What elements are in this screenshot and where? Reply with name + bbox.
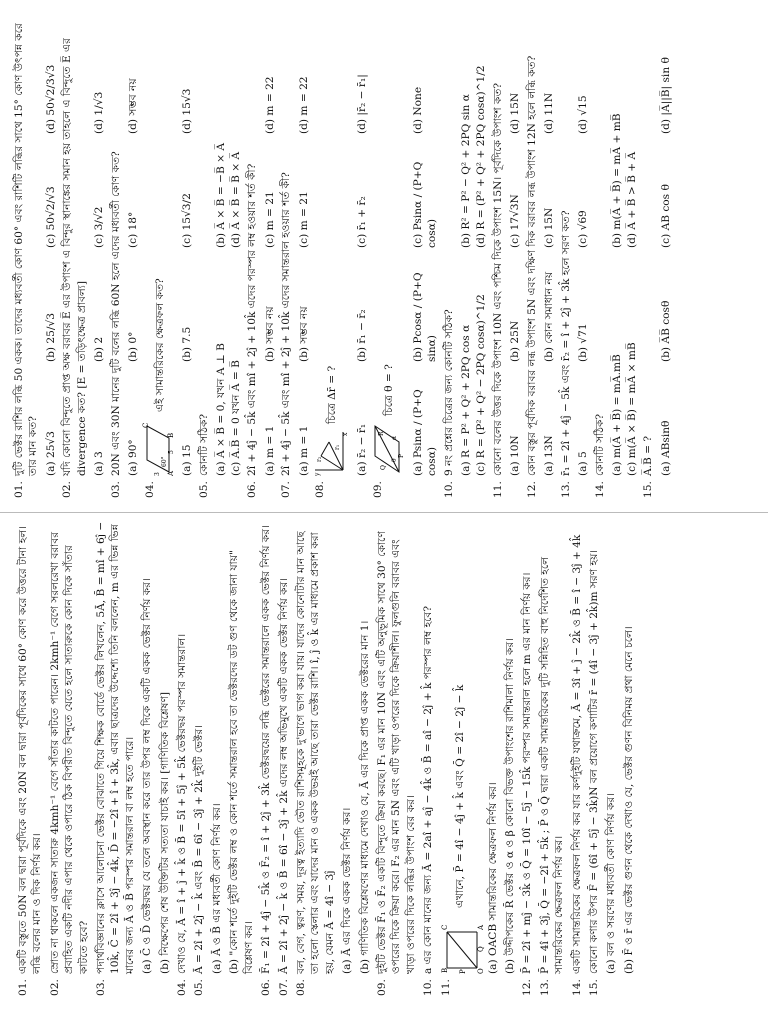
- sub-question: [158, 521, 172, 996]
- question-number: 02.: [61, 481, 74, 498]
- question-text: একটি সামান্তরিকের ক্ষেত্রফল নির্ণয় কর যার কর্ণদুইটি যথাক্রমে, Ā = 3î + ĵ − 2k̂ ও B̄ = î − 3ĵ + 4k̂: [570, 534, 583, 974]
- option-a[interactable]: (a) 10N: [509, 435, 521, 476]
- mcq-stem: [442, 20, 456, 498]
- option-c[interactable]: (c) m(A̅ × B̅) = mA̅ × mB̅: [625, 342, 638, 476]
- question-item: [294, 521, 337, 996]
- mcq-q10: [442, 20, 489, 498]
- options: [92, 20, 107, 498]
- question-text: a এর কোন মানের জন্য Ā = 2aî + aĵ − 4k̂ ও B̄ = aî − 2ĵ + k̂ পরস্পর লম্ব হবে?: [422, 606, 435, 974]
- option-d[interactable]: (d) 1/√3: [93, 91, 106, 134]
- side-length-5: 5: [167, 450, 175, 454]
- question-text: [143, 20, 177, 476]
- sub-question: [340, 521, 354, 996]
- diagonal-oc: [447, 932, 477, 968]
- mcq-stem: [279, 20, 293, 498]
- stem-text: চিত্রে θ = ?: [383, 364, 396, 416]
- question-item: [192, 521, 206, 996]
- question-item: [570, 521, 584, 996]
- option-b[interactable]: (b) m(A̅ + B̅) = mA̅ + mB̅: [611, 113, 623, 248]
- option-c[interactable]: (c) 50√2/√3: [44, 186, 57, 248]
- option-d[interactable]: (d) |r̄₂ − r̄₁|: [355, 74, 368, 134]
- stem-text: A̅.B̅ = ?: [642, 435, 655, 476]
- label-a: A: [166, 470, 175, 476]
- question-text: [109, 20, 123, 476]
- mcq-q03: [109, 20, 141, 498]
- option-d[interactable]: (d) √15: [577, 95, 589, 134]
- question-number: [340, 974, 354, 996]
- option-a[interactable]: (a) 3: [93, 451, 106, 476]
- option-d[interactable]: (d) সম্ভব নয়: [127, 78, 140, 134]
- option-a[interactable]: (a) 25√3: [44, 431, 57, 476]
- option-c[interactable]: (c) √69: [577, 210, 589, 248]
- question-text: (b) F̄ ও r̄ এর ভেক্টর গুণন থেকে দেখাও যে, ভেক্টর গুণন বিনিময় প্রথা মেনে চলে।: [622, 626, 635, 974]
- stem-text: এই সামান্তরিকের ক্ষেত্রফল কত?: [153, 278, 166, 412]
- question-number: 11.: [491, 481, 504, 498]
- options: [355, 20, 370, 498]
- stem-text: r̄₁ = 2î + 4ĵ − 5k̂ এবং r̄₂ = î + 2ĵ + 3k̂ হলে সরণ কত?: [559, 210, 572, 476]
- label-a: A: [476, 924, 485, 930]
- question-number: [358, 974, 372, 996]
- option-b[interactable]: (b) √71: [577, 323, 589, 362]
- question-text: P̄ = 4î + 3ĵ, Q̄ = −2î + 5k̂ ; P̄ ও Q̄ দ্বারা একটি সামান্তরিকের দুটি সন্নিহিত বাহু নির্দেশিত হলে সামান্তরিকের ক্ষেত্রফল নির্ণয় কর।: [538, 557, 566, 974]
- mcq-q08: [313, 20, 369, 498]
- sub-question: [227, 521, 256, 996]
- mcq-stem: [371, 20, 407, 498]
- sub-question: [604, 521, 618, 996]
- side-length-3: 3: [153, 472, 161, 476]
- question-item: [520, 521, 534, 996]
- stem-text: কোন বস্তুর পূর্বদিক বরাবর লব্ধ উপাংশ 5N এবং দক্ষিণ দিক বরাবর লব্ধ উপাংশ 12N হলে লব্ধি কত?: [525, 55, 538, 476]
- mcq-q13: [559, 20, 591, 498]
- question-text: [491, 20, 505, 476]
- question-number: [604, 974, 618, 996]
- question-number: 03.: [109, 481, 122, 498]
- question-figure: [313, 430, 351, 476]
- label-p: P: [398, 453, 406, 458]
- question-text: (b) উদ্দীপকের R̄ ভেক্টর ও α ও β কোনো বিভক্ত উপাংশের রাশিমালা নির্ণয় কর।: [503, 637, 516, 974]
- angle-label: 60°: [160, 456, 168, 467]
- question-text: [641, 20, 655, 476]
- option-c[interactable]: (c) m = 21: [263, 191, 276, 248]
- stem-text: 2î + 4ĵ − 5k̂ এবং mî + 2ĵ + 10k̂ এদের সমান্তরাল হওয়ার শর্ত কী?: [280, 172, 293, 476]
- mcq-q12: [525, 20, 557, 498]
- options: [610, 20, 639, 498]
- question-number: [158, 974, 172, 996]
- options: [297, 20, 312, 498]
- stem-text: কোনটি সঠিক?: [197, 413, 210, 476]
- question-text: [197, 20, 211, 476]
- question-number: 04.: [143, 481, 156, 498]
- option-c[interactable]: (c) 15N: [543, 207, 555, 248]
- question-number: [503, 974, 517, 996]
- mcq-q14: [593, 20, 640, 498]
- question-text: Ā = 2î + 2ĵ − k̂ ও B̄ = 6î − 3ĵ + 2k̂ এদের লম্ব অভিমুখে একটি একক ভেক্টর নির্ণয় কর।: [277, 577, 290, 974]
- question-figure: [371, 422, 407, 476]
- question-text: (b) গাণিতিক বিশ্লেষণের মাধ্যমে দেখাও যে, Ā এর দিকে প্রাপ্ত একক ভেক্টরের মান 1।: [358, 620, 371, 974]
- question-text: (b) নিক্ষেপের শেষ উক্তিটির সত্যতা যাচাই কর। [গাণিতিক বিশ্লেষণ]: [158, 691, 171, 974]
- left-question-list: [16, 521, 436, 996]
- mcq-q05: [197, 20, 244, 498]
- question-number: 06.: [246, 481, 259, 498]
- option-b[interactable]: (b) 2: [93, 336, 106, 362]
- option-c[interactable]: (c) 15√3/2: [181, 193, 194, 248]
- option-c[interactable]: (c) R = (P² + Q² − 2PQ cosα)^1/2: [475, 294, 487, 476]
- label-q: Q: [476, 946, 485, 952]
- question-text: [279, 20, 293, 476]
- mcq-stem: [12, 20, 41, 498]
- stem-text: কোনটি সঠিক?: [593, 413, 606, 476]
- question-text: [593, 20, 607, 476]
- option-b[interactable]: (b) কোন সমাধান নয়: [543, 271, 555, 362]
- mcq-q07: [279, 20, 311, 498]
- question-number: 04.: [176, 979, 189, 996]
- mcq-q02: [60, 20, 106, 498]
- option-b[interactable]: (b) সম্ভব নয়: [297, 306, 310, 362]
- left-question-list-2: [486, 521, 637, 996]
- options: [44, 20, 59, 498]
- option-a[interactable]: (a) 90°: [127, 439, 140, 476]
- option-b[interactable]: (b) 25N: [509, 320, 521, 362]
- question-11: [439, 521, 483, 996]
- option-d[interactable]: (d) A̅ × B̅ = B̅ × A̅: [229, 151, 242, 248]
- sub-question: [140, 521, 154, 996]
- mcq-stem: [245, 20, 259, 498]
- question-item: [421, 521, 435, 996]
- option-b[interactable]: (b) 25/√3: [44, 313, 57, 362]
- option-c[interactable]: (c) A̅.B̅ = 0 যখন A̅ = B̅: [229, 360, 242, 476]
- stem-text: 20N এবং 30N মানের দুটি বলের লব্ধি 60N হলে এদের মধ্যবর্তী কোণ কত?: [109, 151, 122, 476]
- mcq-q01: [12, 20, 58, 498]
- option-b[interactable]: (b) R² = P² − Q² + 2PQ sin α: [460, 94, 473, 248]
- sub-question: [486, 521, 500, 996]
- option-b[interactable]: (b) A̅ × B̅ = −B̅ × A̅: [215, 143, 228, 248]
- question-text: [371, 20, 407, 476]
- option-d[interactable]: (d) None: [411, 86, 424, 134]
- label-r1: r₁: [334, 444, 342, 450]
- option-c[interactable]: (c) 3/√2: [93, 206, 106, 248]
- mcq-stem: [109, 20, 123, 498]
- options: [576, 20, 591, 498]
- question-number: 13.: [538, 979, 551, 996]
- option-a[interactable]: (a) 15: [181, 444, 194, 476]
- label-b: B: [166, 432, 175, 438]
- option-a[interactable]: (a) m = 1: [297, 425, 310, 476]
- mcq-q04: [143, 20, 195, 498]
- question-text: বল, বেগ, ত্বরণ, সময়, দূরত্ব ইত্যাদি ভৌত রাশিসমূহকে দু'ভাগে ভাগ করা যায়। যাদের কোনোটার মান আছে তা হলো স্কেলার এবং যাদের মান ও একক উভয়ই আছে তারা ভেক্টর রাশি। î, ĵ ও k̂ এর মাধ্যমে প্রকাশ করা হয়, যেমন Ā = 4î − 3ĵ: [294, 531, 336, 974]
- mcq-stem: [593, 20, 607, 498]
- stem-text: চিত্রে Δr̄ = ?: [326, 365, 339, 424]
- question-item: [175, 521, 189, 996]
- option-a[interactable]: (a) m(A̅ + B̅) = mA̅.mB̅: [611, 354, 623, 476]
- label-q: Q: [380, 465, 388, 470]
- question-text: [313, 20, 351, 476]
- question-item: [259, 521, 273, 996]
- question-number: 01.: [17, 979, 29, 996]
- option-d[interactable]: (d) 11N: [543, 92, 555, 134]
- mcq-q09: [371, 20, 440, 498]
- question-number: [140, 974, 154, 996]
- question-text: [442, 20, 456, 476]
- question-text: স্রোত না থাকলে একজন সাতারু 4kmh⁻¹ বেগে সাঁতার কাটতে পারেন। 2kmh⁻¹ বেগে সরলরেখা বরাবর প্রবাহিত একটি নদীর এপার থেকে ওপারে ঠিক বিপরীত বিন্দুতে যেতে হলে সাতারুকে কোন দিকে সাঁতার কাটতে হবে?: [48, 531, 90, 974]
- question-number: [210, 974, 224, 996]
- question-text: (a) OACB সামান্তরিকের ক্ষেত্রফল নির্ণয় কর।: [486, 782, 499, 974]
- option-a[interactable]: (a) 13N: [543, 435, 555, 476]
- question-text: এখানে, P̄ = 4î − 4ĵ + k̂ এবং Q̄ = 2î − 2ĵ − k̂: [454, 684, 467, 908]
- question-number: 09.: [375, 979, 388, 996]
- question-number: 06.: [260, 979, 273, 996]
- sub-question: [358, 521, 372, 996]
- question-item: [587, 521, 601, 996]
- question-number: [486, 974, 500, 996]
- option-d[interactable]: (d) 15√3: [181, 88, 194, 134]
- mcq-q06: [245, 20, 277, 498]
- question-text: Ā = 2î + 2ĵ − k̂ এবং B̄ = 6î − 3ĵ + 2k̂ দুইটি ভেক্টর।: [193, 724, 206, 974]
- question-text: [245, 20, 259, 476]
- question-number: 03.: [95, 979, 108, 996]
- sub-question: [622, 521, 636, 996]
- parallelogram-figure: [439, 914, 483, 974]
- question-11-body: [439, 521, 483, 974]
- question-item: [538, 521, 567, 996]
- label-c: C: [141, 422, 150, 428]
- mcq-stem: [313, 20, 351, 498]
- option-d[interactable]: (d) m = 22: [297, 76, 310, 134]
- option-a[interactable]: (a) Psinα / (P+Q cosα): [411, 389, 439, 476]
- options: [659, 20, 674, 498]
- mcq-stem: [641, 20, 655, 498]
- question-text: [60, 20, 89, 476]
- option-a[interactable]: (a) A̅ × B̅ = 0, যখন A ⊥ B: [215, 343, 228, 476]
- options: [411, 20, 440, 498]
- stem-text: যদি কোনো বিন্দুতে প্রাপ্ত অক্ষ বরাবর E̅ এর উপাংশ এ বিন্দুর স্থানাঙ্কের সমান হয় তাহলে এ বিন্দুতে E̅ এর divergence কত? [E = তড়িৎক্ষেত্র প্রাবল্য]: [61, 38, 88, 476]
- option-d[interactable]: (d) R = (P² + Q² + 2PQ cosα)^1/2: [475, 65, 487, 248]
- option-c[interactable]: (c) 18°: [127, 211, 140, 248]
- question-number: 08.: [294, 979, 307, 996]
- question-number: 08.: [314, 481, 327, 498]
- label-b: B: [440, 967, 449, 973]
- option-b[interactable]: (b) 7.5: [181, 326, 194, 362]
- options: [126, 20, 141, 498]
- option-d[interactable]: (d) 50√2/3√3: [44, 64, 57, 134]
- question-text: (a) Ā ও B̄ এর মধ্যবর্তী কোণ নির্ণয় কর।: [210, 803, 223, 974]
- question-number: 14.: [570, 979, 583, 996]
- question-number: 01.: [13, 481, 25, 498]
- option-c[interactable]: (c) Psinα / (P+Q cosα): [411, 161, 439, 248]
- label-y: y: [314, 472, 322, 476]
- question-number: 02.: [48, 979, 61, 996]
- question-number: 10.: [443, 481, 455, 498]
- label-theta: θ: [391, 458, 399, 462]
- mcq-stem: [525, 20, 539, 498]
- option-a[interactable]: (a) ABsinθ: [659, 420, 672, 476]
- mcq-stem: [559, 20, 573, 498]
- option-b[interactable]: (b) 0°: [127, 331, 140, 362]
- question-text: (a) বল ও সরণের মধ্যবর্তী কোণ নির্ণয় কর।: [605, 792, 618, 974]
- label-alpha: α: [391, 435, 399, 440]
- mcq-stem: [60, 20, 89, 498]
- question-text: F̄₁ = 2î + 4ĵ − 5k̂ ও F̄₂ = î + 2ĵ + 3k̂ ভেক্টরদ্বয়ের লব্ধি ভেক্টরের সমান্তরালে একক ভেক্টর নির্ণয় কর।: [260, 525, 273, 974]
- question-number: 07.: [280, 481, 293, 498]
- option-c[interactable]: (c) m = 21: [297, 191, 310, 248]
- option-b[interactable]: (b) Pcosα / (P+Q sinα): [411, 272, 439, 362]
- question-number: 05.: [193, 979, 206, 996]
- label-r: R: [378, 431, 386, 436]
- question-text: [12, 20, 41, 476]
- option-c[interactable]: (c) r̄₁ + r̄₂: [355, 196, 368, 248]
- question-item: [16, 521, 45, 996]
- option-d[interactable]: (d) A̅ + B̅ > B̅ + A̅: [625, 151, 638, 248]
- mcq-list: [12, 20, 673, 498]
- question-number: 10.: [422, 979, 435, 996]
- question-item: [375, 521, 418, 996]
- question-text: [559, 20, 573, 476]
- options: [542, 20, 557, 498]
- mcq-q15: [641, 20, 673, 498]
- option-a[interactable]: (a) r̄₂ − r̄₁: [355, 423, 368, 476]
- option-c[interactable]: (c) AB cos θ: [659, 184, 672, 248]
- options: [263, 20, 278, 498]
- options: [459, 20, 488, 498]
- options: [508, 20, 523, 498]
- sub-question: [210, 521, 224, 996]
- mcq-q11: [491, 20, 523, 498]
- stem-text: দুটি ভেক্টর রাশির লব্ধি 50 একক। তাদের মধ্যবর্তী কোণ 60° এবং রাশিটি লব্ধির সাথে 15° কোণ উৎপন্ন করে তার মান কত?: [13, 23, 40, 476]
- question-text: (a) Ā এর দিকে একক ভেক্টর নির্ণয় কর।: [341, 807, 354, 974]
- stem-text: 2î + 4ĵ − 5k̂ এবং mî + 2ĵ + 10k̂ এদের পরস্পর লম্ব হওয়ার শর্ত কী?: [246, 163, 259, 476]
- option-b[interactable]: (b) A̅B̅ cosθ: [659, 300, 672, 362]
- mcq-stem: [143, 20, 177, 498]
- question-number: [227, 974, 256, 996]
- label-p: P: [458, 969, 467, 974]
- question-number: 15.: [642, 481, 655, 498]
- question-figure: [143, 418, 177, 476]
- question-item: [277, 521, 291, 996]
- stem-text: 9 নং প্রশ্নের চিত্রের জন্য কোনটি সঠিক?: [443, 309, 455, 476]
- option-c[interactable]: (c) 17√3N: [509, 194, 521, 248]
- option-d[interactable]: (d) |A̅||B̅| sin θ: [659, 57, 672, 134]
- stem-text: কোনো বলের উত্তর দিকে উপাংশ 10N এবং পশ্চিম দিকে উপাংশ 15N। পূর্বদিকে উপাংশ কত?: [491, 82, 504, 476]
- question-number: 14.: [593, 481, 606, 498]
- question-text: [525, 20, 539, 476]
- question-text: (b) "কোন শর্তে দুইটি ভেক্টর লম্ব ও কোন শর্তে সমান্তরাল হবে তা ভেক্টরদের ডট গুণ থেকে জানা যায়" বিশ্লেষণ কর।: [228, 550, 255, 974]
- question-number: 12.: [525, 481, 538, 498]
- options: [214, 20, 243, 498]
- question-text: দেখাও যে, Ā = î + ĵ + k̂ ও B̄ = 5î + 5ĵ + 5k̂ ভেক্টরদ্বয় পরস্পর সমান্তরাল।: [176, 633, 189, 974]
- question-number: [622, 974, 636, 996]
- question-text: দুইটি ভেক্টর F̄₁ ও F̄₂ একটি বিন্দুতে ক্রিয়া করছে। F₁ এর মান 10N এবং এটি অনুভূমিক সাথে 30° কোণে ওপরের দিকে ক্রিয়া করে। F₂ এর মান 5N এবং এটি খাড়া ওপরের দিকে ক্রিয়াশীল। ফুলগুলি বরাবর এবং খাড়া ওপরের দিকে লব্ধির উপাংশ বের কর।: [375, 531, 417, 974]
- label-x: x: [342, 432, 350, 436]
- question-text: কোনো কণার উপর F̄ = (6î + 5ĵ − 3k̂)N বল প্রয়োগে কণাটির r̄ = (4î − 3ĵ + 2k̂)m সরণ হয়।: [588, 549, 600, 974]
- mcq-stem: [491, 20, 505, 498]
- label-r2: r₂: [316, 456, 324, 462]
- option-d[interactable]: (d) 15N: [509, 92, 521, 134]
- question-number: 15.: [588, 979, 600, 996]
- question-item: [94, 521, 137, 996]
- question-number: 05.: [197, 481, 210, 498]
- option-a[interactable]: (a) m = 1: [263, 425, 276, 476]
- option-a[interactable]: (a) 5: [577, 451, 589, 476]
- option-b[interactable]: (b) r̄₁ − r̄₂: [355, 309, 368, 362]
- sub-question: [503, 521, 517, 996]
- mcq-stem: [197, 20, 211, 498]
- option-d[interactable]: (d) m = 22: [263, 76, 276, 134]
- question-number: 12.: [521, 979, 534, 996]
- label-o: O: [476, 968, 485, 974]
- question-number: 07.: [277, 979, 290, 996]
- left-column-creative-questions: [0, 512, 768, 1024]
- question-number: 09.: [372, 481, 385, 498]
- question-text: (a) C̄ ও D̄ ভেক্টরদ্বয় যে তলে অবস্থান করে তার উপর লম্ব দিকে একটি একক ভেক্টর নির্ণয় কর।: [141, 578, 154, 974]
- option-a[interactable]: (a) R = P² + Q² + 2PQ cos α: [460, 324, 473, 476]
- question-item: [48, 521, 91, 996]
- option-b[interactable]: (b) সম্ভব নয়: [263, 306, 276, 362]
- question-text: পদার্থবিজ্ঞানের ক্লাসে আলোচনা ভেক্টর বোঝাতে গিয়ে শিক্ষক বোর্ডে ভেক্টর লিখলেন, 5Ā, B̄ = mî + 6ĵ − 10k̂, C̄ = 2î + 3ĵ − 4k̂, D̄ = −2î + î + 3k̂, এবার ছাত্রদের উদ্দেশ্যে তিনি বললেন, m এর ভিন্ন ভিন্ন মানের জন্য Ā ও B̄ পরস্পর সমান্তরাল বা লম্ব হতে পারে।: [95, 521, 136, 974]
- options: [180, 20, 195, 498]
- label-c: C: [440, 924, 449, 930]
- question-number: 13.: [559, 481, 572, 498]
- question-text: P̄ = 2î + mĵ − 3k̂ ও Q̄ = 10î − 5ĵ − 15k̂ পরস্পর সমান্তরাল হলে m এর মান নির্ণয় কর।: [521, 572, 534, 974]
- question-text: একটি বস্তুতে 50N বল দ্বারা পূর্বদিকে এবং 20N বল দ্বারা পূর্বদিকের সাথে 60° কোণ করে উত্তরে টানা হল। লব্ধি বলের মান ও দিক নির্ণয় কর।: [17, 526, 44, 974]
- question-number: 11.: [439, 979, 452, 996]
